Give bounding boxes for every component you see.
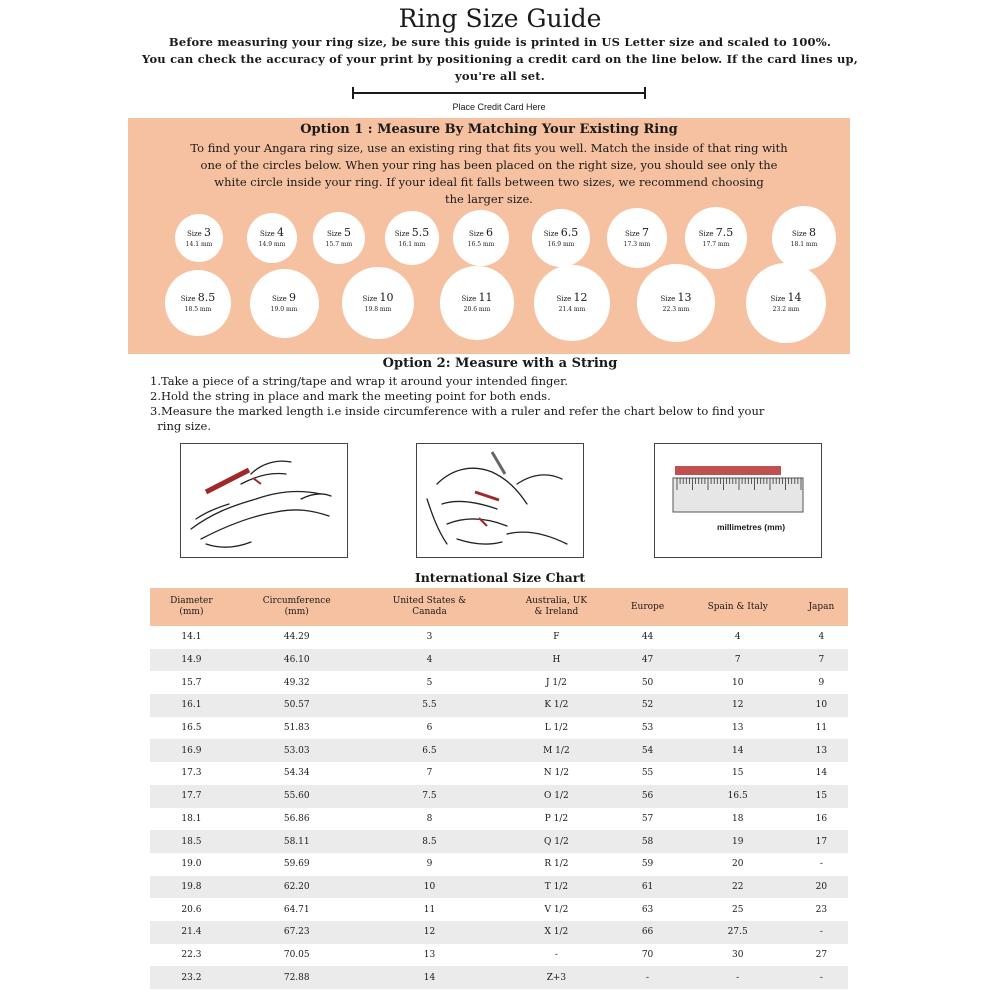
table-cell: 3 — [361, 626, 499, 649]
table-row — [150, 853, 848, 876]
table-cell: 11 — [795, 717, 848, 740]
table-cell: 20 — [681, 853, 795, 876]
ring-size-label — [342, 291, 413, 304]
ring-size-value: 14 — [787, 291, 802, 304]
header-au-uk-ireland: Australia, UK & Ireland — [498, 588, 614, 626]
ring-size-value: 13 — [677, 290, 692, 304]
table-cell: 63 — [615, 898, 681, 921]
table-cell: 61 — [615, 876, 681, 899]
table-cell: 20 — [795, 876, 848, 899]
option1-line: one of the circles below. When your ring has been placed on the right size, you should see only the — [200, 158, 778, 172]
table-cell: 66 — [615, 921, 681, 944]
table-cell: 19 — [681, 830, 795, 853]
header-circumference: Circumference (mm) — [233, 588, 361, 626]
table-cell: 14 — [795, 762, 848, 785]
table-cell: 11 — [361, 898, 499, 921]
ring-diameter-mm: 16.9 mm — [547, 241, 575, 248]
table-row — [150, 966, 848, 989]
table-row — [150, 626, 848, 649]
table-cell: 44.29 — [233, 626, 361, 649]
table-row — [150, 944, 848, 967]
ring-diameter-mm: 17.3 mm — [623, 240, 651, 248]
ring-size-label — [453, 226, 509, 239]
table-cell: 47 — [615, 649, 681, 672]
table-cell: P 1/2 — [498, 808, 614, 831]
table-cell: 53.03 — [233, 739, 361, 762]
credit-card-line — [352, 92, 646, 94]
header-spain-italy: Spain & Italy — [681, 588, 795, 626]
table-cell: 44 — [615, 626, 681, 649]
table-cell: 13 — [795, 739, 848, 762]
ring-size-circle — [532, 209, 591, 268]
table-cell: 7.5 — [361, 785, 499, 808]
ring-size-label — [250, 291, 319, 304]
ring-size-circle — [607, 208, 668, 269]
ring-size-word: Size — [543, 230, 561, 238]
ring-size-circle — [772, 206, 837, 271]
table-cell: 7 — [361, 762, 499, 785]
table-cell: 51.83 — [233, 717, 361, 740]
table-row — [150, 921, 848, 944]
table-cell: 57 — [615, 808, 681, 831]
ring-size-circle — [342, 267, 413, 338]
ring-size-circle — [637, 264, 714, 341]
table-row — [150, 739, 848, 762]
table-cell: 15 — [795, 785, 848, 808]
ring-size-word: Size — [271, 295, 290, 303]
table-cell: 14.9 — [150, 649, 233, 672]
table-cell: - — [498, 944, 614, 967]
table-cell: 10 — [795, 694, 848, 717]
table-cell: 12 — [681, 694, 795, 717]
ring-size-word: Size — [468, 229, 487, 238]
size-chart-title: International Size Chart — [414, 570, 586, 585]
table-row — [150, 694, 848, 717]
ring-diameter-mm: 19.0 mm — [270, 306, 298, 313]
table-row — [150, 671, 848, 694]
step-1: 1.Take a piece of a string/tape and wrap it around your intended finger. — [150, 374, 569, 388]
table-cell: 17 — [795, 830, 848, 853]
table-row — [150, 876, 848, 899]
table-cell: 55.60 — [233, 785, 361, 808]
ring-size-value: 5 — [344, 225, 352, 239]
table-cell: 53 — [615, 717, 681, 740]
table-cell: 30 — [681, 944, 795, 967]
hand-wrap-icon — [181, 444, 347, 557]
ring-size-label — [746, 291, 826, 304]
ring-size-circle — [250, 269, 319, 338]
option1-title: Option 1 : Measure By Matching Your Existing Ring — [300, 122, 678, 137]
table-cell: 54.34 — [233, 762, 361, 785]
table-header-row — [150, 588, 848, 626]
ring-diameter-mm: 15.7 mm — [325, 240, 353, 248]
table-cell: O 1/2 — [498, 785, 614, 808]
table-cell: 22.3 — [150, 944, 233, 967]
ring-size-circle — [175, 214, 223, 262]
table-cell: 22 — [681, 876, 795, 899]
table-cell: 58.11 — [233, 830, 361, 853]
table-cell: 6 — [361, 717, 499, 740]
step-3: 3.Measure the marked length i.e inside circumference with a ruler and refer the chart below to find your — [150, 404, 765, 418]
ruler-illustration — [654, 443, 822, 558]
table-cell: F — [498, 626, 614, 649]
ring-size-word: Size — [259, 229, 278, 238]
table-cell: 19.0 — [150, 853, 233, 876]
table-cell: 23.2 — [150, 966, 233, 989]
table-cell: 14 — [681, 739, 795, 762]
table-row — [150, 898, 848, 921]
table-cell: - — [615, 966, 681, 989]
intro-line: Before measuring your ring size, be sure this guide is printed in US Letter size and scaled to 100%. — [168, 35, 832, 49]
ring-size-label — [440, 291, 513, 304]
ring-size-value: 4 — [277, 225, 285, 239]
ring-size-value: 12 — [573, 290, 588, 304]
header-us-canada: United States & Canada — [361, 588, 499, 626]
table-cell: 15 — [681, 762, 795, 785]
option1-line: To find your Angara ring size, use an existing ring that fits you well. Match the inside of that ring with — [190, 141, 788, 155]
table-cell: 56 — [615, 785, 681, 808]
ring-size-circle — [440, 266, 513, 339]
table-cell: K 1/2 — [498, 694, 614, 717]
step-3-continued: ring size. — [150, 419, 212, 433]
ring-size-word: Size — [186, 230, 205, 238]
ring-diameter-mm: 16.1 mm — [398, 240, 426, 248]
ring-diameter-mm: 14.9 mm — [258, 240, 286, 248]
ring-size-value: 7 — [642, 225, 650, 239]
table-cell: T 1/2 — [498, 876, 614, 899]
table-cell: N 1/2 — [498, 762, 614, 785]
header-diameter: Diameter (mm) — [150, 588, 233, 626]
ring-size-word: Size — [556, 294, 574, 303]
ring-diameter-mm: 17.7 mm — [702, 240, 730, 248]
ring-size-label — [637, 291, 714, 304]
ring-diameter-mm: 21.4 mm — [558, 305, 586, 313]
table-cell: 59 — [615, 853, 681, 876]
ring-size-word: Size — [624, 229, 643, 238]
ring-size-circle — [313, 212, 365, 264]
table-cell: Q 1/2 — [498, 830, 614, 853]
table-row — [150, 785, 848, 808]
ring-size-value: 9 — [289, 291, 297, 304]
table-cell: 18.5 — [150, 830, 233, 853]
table-cell: 9 — [361, 853, 499, 876]
ring-diameter-mm: 19.8 mm — [364, 305, 392, 313]
table-cell: 50.57 — [233, 694, 361, 717]
table-cell: 16.1 — [150, 694, 233, 717]
table-cell: 14 — [361, 966, 499, 989]
table-cell: R 1/2 — [498, 853, 614, 876]
ring-size-label — [607, 226, 668, 239]
table-cell: 7 — [681, 649, 795, 672]
table-cell: 23 — [795, 898, 848, 921]
table-cell: 15.7 — [150, 671, 233, 694]
table-cell: 64.71 — [233, 898, 361, 921]
table-cell: 4 — [795, 626, 848, 649]
header-japan: Japan — [795, 588, 848, 626]
ring-size-label — [685, 226, 748, 239]
table-cell: 19.8 — [150, 876, 233, 899]
option1-instructions — [148, 140, 830, 208]
ring-diameter-mm: 16.5 mm — [467, 240, 495, 248]
table-cell: - — [681, 966, 795, 989]
table-cell: 12 — [361, 921, 499, 944]
ring-size-label — [165, 291, 232, 304]
table-cell: 6.5 — [361, 739, 499, 762]
table-cell: L 1/2 — [498, 717, 614, 740]
wrap-string-illustration — [180, 443, 348, 558]
ring-size-value: 6 — [486, 225, 494, 239]
ring-size-word: Size — [180, 294, 198, 303]
ring-size-label — [385, 226, 439, 239]
table-cell: 50 — [615, 671, 681, 694]
ring-size-word: Size — [362, 294, 380, 303]
ring-size-circle — [453, 210, 509, 266]
ring-size-value: 3 — [204, 226, 212, 239]
table-cell: 16 — [795, 808, 848, 831]
table-cell: V 1/2 — [498, 898, 614, 921]
table-cell: 10 — [681, 671, 795, 694]
table-cell: 54 — [615, 739, 681, 762]
table-cell: - — [795, 921, 848, 944]
table-cell: 25 — [681, 898, 795, 921]
ring-size-value: 7.5 — [715, 225, 734, 239]
table-cell: 58 — [615, 830, 681, 853]
option2-steps — [150, 374, 850, 434]
table-cell: 46.10 — [233, 649, 361, 672]
ring-size-word: Size — [791, 229, 810, 238]
table-row — [150, 830, 848, 853]
ring-size-circle — [247, 213, 297, 263]
ring-size-word: Size — [394, 229, 412, 238]
header-europe: Europe — [615, 588, 681, 626]
table-cell: 27.5 — [681, 921, 795, 944]
ring-diameter-mm: 20.6 mm — [463, 305, 491, 313]
ring-diameter-mm: 14.1 mm — [185, 241, 213, 248]
table-cell: 9 — [795, 671, 848, 694]
table-cell: 4 — [361, 649, 499, 672]
table-cell: H — [498, 649, 614, 672]
table-cell: 17.7 — [150, 785, 233, 808]
ring-diameter-mm: 18.5 mm — [184, 305, 212, 313]
table-cell: 70.05 — [233, 944, 361, 967]
intro-line: You can check the accuracy of your print by positioning a credit card on the line below. If the card lines up, — [142, 52, 858, 66]
ring-diameter-mm: 18.1 mm — [790, 240, 818, 248]
hand-mark-icon — [417, 444, 583, 557]
ring-size-label — [532, 226, 591, 239]
table-cell: 5 — [361, 671, 499, 694]
table-cell: 21.4 — [150, 921, 233, 944]
ring-diameter-mm: 23.2 mm — [772, 306, 800, 313]
ring-size-circle — [385, 211, 439, 265]
table-cell: 16.9 — [150, 739, 233, 762]
table-cell: 70 — [615, 944, 681, 967]
table-cell: 14.1 — [150, 626, 233, 649]
ring-size-label — [247, 226, 297, 239]
table-cell: 16.5 — [681, 785, 795, 808]
ring-size-circle — [685, 207, 748, 270]
step-2: 2.Hold the string in place and mark the meeting point for both ends. — [150, 389, 551, 403]
table-cell: 5.5 — [361, 694, 499, 717]
intro-line: you're all set. — [455, 69, 545, 83]
table-cell: 8.5 — [361, 830, 499, 853]
table-row — [150, 649, 848, 672]
ring-size-label — [313, 226, 365, 239]
table-cell: 18 — [681, 808, 795, 831]
option1-line: white circle inside your ring. If your ideal fit falls between two sizes, we recommend choosing — [214, 175, 764, 189]
table-cell: 18.1 — [150, 808, 233, 831]
ring-size-circle — [534, 265, 609, 340]
ring-size-label — [534, 291, 609, 304]
ring-size-word: Size — [326, 229, 345, 238]
international-size-chart — [150, 588, 848, 989]
table-cell: 8 — [361, 808, 499, 831]
ring-size-value: 6.5 — [560, 226, 579, 239]
ring-size-value: 11 — [478, 290, 493, 304]
ruler-caption: millimetres (mm) — [717, 522, 786, 532]
table-cell: 17.3 — [150, 762, 233, 785]
table-cell: - — [795, 853, 848, 876]
table-cell: 62.20 — [233, 876, 361, 899]
table-cell: 20.6 — [150, 898, 233, 921]
table-cell: X 1/2 — [498, 921, 614, 944]
table-cell: 72.88 — [233, 966, 361, 989]
ring-size-value: 8 — [809, 225, 817, 239]
ring-size-circle — [746, 263, 826, 343]
intro-text — [120, 34, 880, 85]
ring-size-word: Size — [770, 295, 788, 303]
table-cell: 10 — [361, 876, 499, 899]
ring-size-value: 5.5 — [411, 225, 430, 239]
option2-title: Option 2: Measure with a String — [382, 356, 618, 371]
mark-string-illustration — [416, 443, 584, 558]
ring-size-label — [175, 226, 223, 239]
table-row — [150, 808, 848, 831]
ring-size-word: Size — [698, 229, 716, 238]
ring-size-value: 8.5 — [197, 290, 216, 304]
table-cell: 13 — [681, 717, 795, 740]
credit-card-label: Place Credit Card Here — [452, 102, 546, 112]
ring-diameter-mm: 22.3 mm — [662, 305, 690, 313]
ring-size-word: Size — [660, 294, 678, 303]
table-row — [150, 762, 848, 785]
table-cell: 13 — [361, 944, 499, 967]
table-cell: 52 — [615, 694, 681, 717]
table-cell: J 1/2 — [498, 671, 614, 694]
ring-size-word: Size — [461, 294, 479, 303]
ring-size-label — [772, 226, 837, 239]
table-cell: 49.32 — [233, 671, 361, 694]
table-cell: 67.23 — [233, 921, 361, 944]
ring-size-circle — [165, 270, 232, 337]
table-cell: 59.69 — [233, 853, 361, 876]
table-cell: 56.86 — [233, 808, 361, 831]
table-cell: 16.5 — [150, 717, 233, 740]
option1-line: the larger size. — [445, 192, 533, 206]
page-title: Ring Size Guide — [398, 4, 602, 33]
table-cell: 4 — [681, 626, 795, 649]
table-cell: 55 — [615, 762, 681, 785]
ruler-icon — [655, 444, 821, 557]
table-cell: 7 — [795, 649, 848, 672]
table-row — [150, 717, 848, 740]
ring-size-value: 10 — [379, 290, 394, 304]
option1-panel — [128, 118, 850, 354]
table-cell: M 1/2 — [498, 739, 614, 762]
table-cell: 27 — [795, 944, 848, 967]
table-cell: - — [795, 966, 848, 989]
table-cell: Z+3 — [498, 966, 614, 989]
